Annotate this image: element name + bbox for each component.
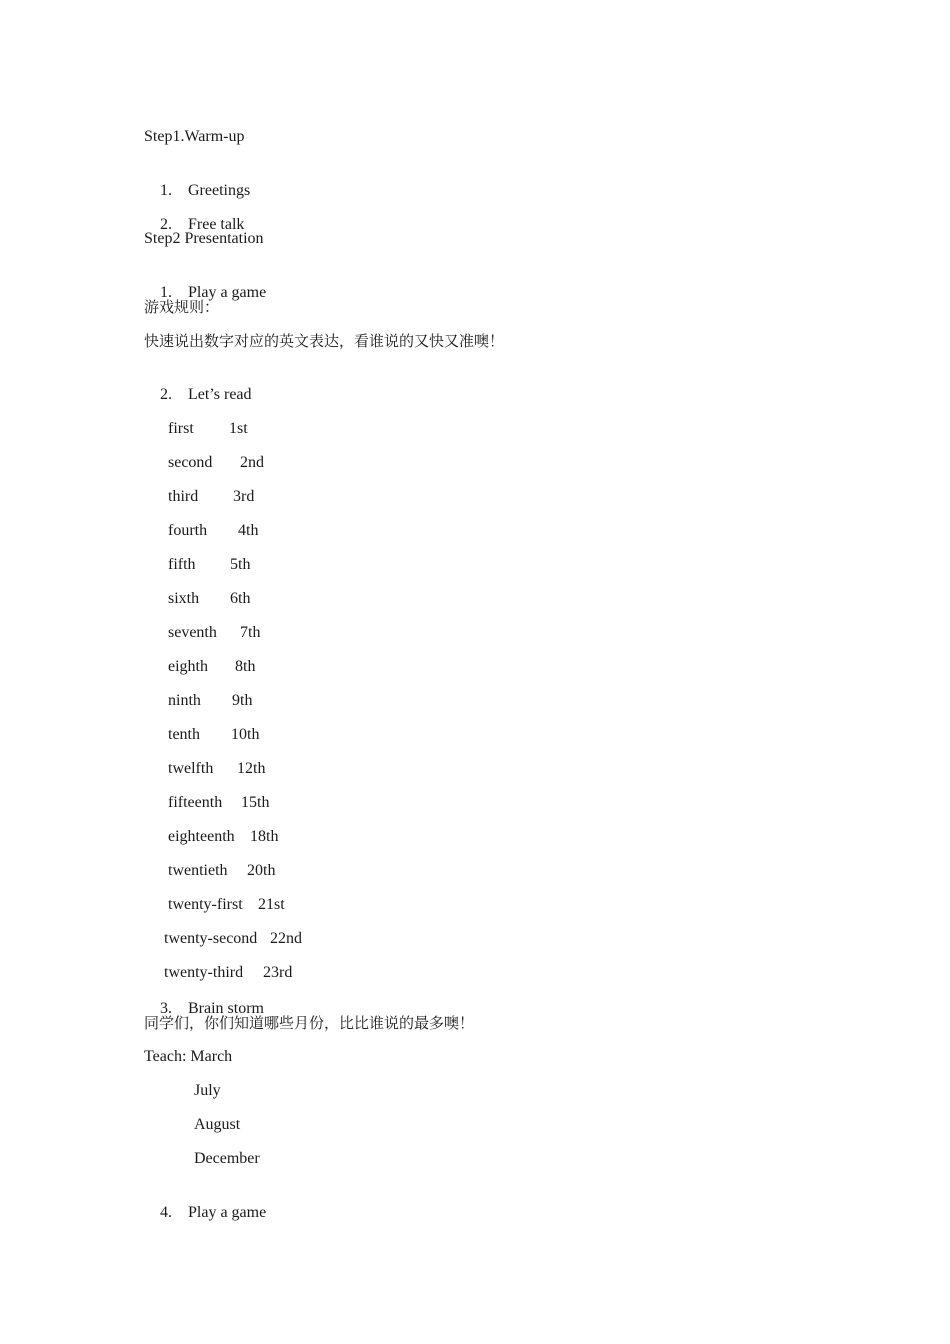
ordinal-word: tenth	[168, 726, 200, 743]
ordinal-row	[152, 569, 251, 607]
ordinal-word: twenty-third	[164, 964, 244, 981]
list-number: 3.	[160, 1000, 172, 1017]
ordinal-abbr: 4th	[238, 522, 259, 539]
ordinal-row	[148, 909, 302, 947]
ordinal-abbr: 5th	[230, 556, 251, 573]
ordinal-row	[152, 671, 253, 709]
teach-month: July	[194, 1082, 221, 1099]
ordinal-word: fourth	[168, 522, 208, 539]
ordinal-word: twenty-first	[168, 896, 243, 913]
ordinal-abbr: 7th	[240, 624, 261, 641]
game-rules-label: 游戏规则：	[144, 298, 220, 316]
ordinal-word: second	[168, 454, 213, 471]
ordinal-row	[152, 467, 255, 505]
list-number: 4.	[160, 1204, 172, 1221]
ordinal-abbr: 1st	[229, 420, 248, 437]
ordinal-abbr: 15th	[241, 794, 270, 811]
brain-storm-question: 同学们，你们知道哪些月份，比比谁说的最多噢！	[144, 1014, 475, 1032]
ordinal-word: twentieth	[168, 862, 228, 879]
ordinal-word: eighth	[168, 658, 208, 675]
ordinal-word: sixth	[168, 590, 200, 607]
ordinal-row	[152, 433, 264, 471]
list-number: 1.	[160, 182, 172, 199]
ordinal-word: seventh	[168, 624, 217, 641]
ordinal-abbr: 10th	[231, 726, 260, 743]
list-number: 1.	[160, 284, 172, 301]
ordinal-abbr: 6th	[230, 590, 251, 607]
ordinal-abbr: 8th	[235, 658, 256, 675]
ordinal-word: third	[168, 488, 199, 505]
ordinal-word: fifth	[168, 556, 196, 573]
ordinal-row	[152, 841, 276, 879]
step2-item-play-game-2	[144, 1183, 267, 1221]
step1-item-greetings	[144, 161, 251, 199]
list-number: 2.	[160, 216, 172, 233]
ordinal-row	[148, 943, 293, 981]
step2-item-brain-storm	[144, 979, 264, 1017]
ordinal-abbr: 22nd	[270, 930, 302, 947]
ordinal-row	[152, 399, 248, 437]
ordinal-row	[152, 705, 260, 743]
ordinal-row	[152, 875, 285, 913]
ordinal-word: ninth	[168, 692, 201, 709]
ordinal-abbr: 9th	[232, 692, 253, 709]
ordinal-row	[152, 637, 256, 675]
ordinal-abbr: 21st	[258, 896, 285, 913]
ordinal-word: twelfth	[168, 760, 214, 777]
list-text: Play a game	[188, 1204, 267, 1221]
ordinal-row	[152, 535, 251, 573]
ordinal-row	[152, 807, 279, 845]
ordinal-abbr: 23rd	[263, 964, 293, 981]
list-text: Brain storm	[188, 1000, 264, 1017]
ordinal-word: fifteenth	[168, 794, 223, 811]
ordinal-abbr: 3rd	[233, 488, 255, 505]
ordinal-row	[152, 603, 261, 641]
ordinal-row	[152, 773, 270, 811]
list-text: Greetings	[188, 182, 251, 199]
ordinal-row	[152, 501, 259, 539]
ordinal-row	[152, 739, 266, 777]
step1-item-free-talk	[144, 195, 245, 233]
list-number: 2.	[160, 386, 172, 403]
teach-month: August	[194, 1116, 241, 1133]
game-rules-text: 快速说出数字对应的英文表达，看谁说的又快又准噢！	[144, 332, 505, 350]
ordinal-word: twenty-second	[164, 930, 258, 947]
list-text: Let’s read	[188, 386, 252, 403]
ordinal-abbr: 18th	[250, 828, 279, 845]
ordinal-abbr: 20th	[247, 862, 276, 879]
teach-month: December	[194, 1150, 260, 1167]
step2-item-play-game	[144, 263, 267, 301]
list-text: Free talk	[188, 216, 245, 233]
teach-label: Teach: March	[144, 1048, 233, 1065]
ordinal-abbr: 2nd	[240, 454, 264, 471]
step2-title: Step2 Presentation	[144, 230, 264, 247]
list-text: Play a game	[188, 284, 267, 301]
step1-title: Step1.Warm-up	[144, 128, 245, 145]
ordinal-word: eighteenth	[168, 828, 235, 845]
ordinal-word: first	[168, 420, 194, 437]
step2-item-lets-read	[144, 365, 252, 403]
ordinal-abbr: 12th	[237, 760, 266, 777]
